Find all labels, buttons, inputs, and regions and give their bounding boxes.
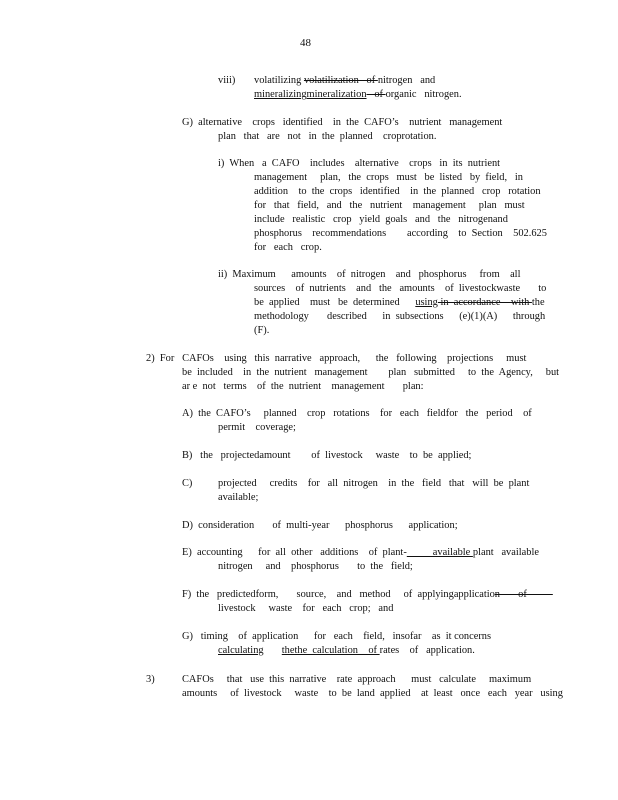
item-2C-line-1: projected credits for all nitrogen in the field that will be plant bbox=[218, 478, 530, 489]
item-G-line-1: G) alternative crops identified in the CAFO’s nutrient management bbox=[182, 117, 503, 128]
inserted-text: available bbox=[406, 547, 473, 558]
item-2G-line-1: G) timing of application for each field, insofar as it concerns bbox=[182, 631, 492, 642]
item-Gi-line-5: include realistic crop yield goals and the nitrogenand bbox=[254, 214, 508, 225]
item-2-line-2: be included in the nutrient management plan submitted to the Agency, but bbox=[182, 367, 560, 378]
text: F) the predictedform, source, and method of applyingapplicatio bbox=[182, 589, 495, 600]
item-2C-line-2: available; bbox=[218, 492, 259, 503]
item-G-line-2: plan that are not in the planned croprotation. bbox=[218, 131, 437, 142]
item-Gi-line-3: addition to the crops identified in the planned crop rotation bbox=[254, 186, 541, 197]
item-Gii-line-1: ii) Maximum amounts of nitrogen and phosphorus from all bbox=[218, 269, 521, 280]
struck-text: in accordance with bbox=[437, 297, 532, 308]
page-number: 48 bbox=[300, 37, 311, 49]
inserted-text: calculating bbox=[218, 645, 264, 656]
item-Gii-line-2: sources of nutrients and the amounts of livestockwaste to bbox=[254, 283, 547, 294]
item-2-line-1: 2) For CAFOs using this narrative approach, the following projections must bbox=[146, 353, 527, 364]
item-Gii-line-5: (F). bbox=[254, 325, 270, 336]
inserted-text: using bbox=[415, 297, 438, 308]
item-2A-line-1: A) the CAFO’s planned crop rotations for each fieldfor the period of bbox=[182, 408, 532, 419]
text: nitrogen and bbox=[377, 75, 436, 86]
text: be applied must be determined bbox=[254, 297, 416, 308]
struck-text: n of bbox=[494, 589, 553, 600]
item-3-line-2: amounts of livestock waste to be land applied at least once each year using bbox=[182, 688, 563, 699]
text: rates of application. bbox=[379, 645, 475, 656]
item-2F-line-1 bbox=[182, 588, 553, 601]
item-Gii-line-4: methodology described in subsections (e)(1)(A) through bbox=[254, 311, 546, 322]
text: E) accounting for all other additions of plant- bbox=[182, 547, 407, 558]
item-2-line-3: ar e not terms of the nutrient management plan: bbox=[182, 381, 424, 392]
item-Gi-line-6: phosphorus recommendations according to Section 502.625 bbox=[254, 228, 547, 239]
item-2C-marker: C) bbox=[182, 478, 193, 489]
inserted-text: mineralizing bbox=[254, 89, 307, 100]
item-Gi-line-7: for each crop. bbox=[254, 242, 322, 253]
struck-inserted-text: the calculation of bbox=[294, 645, 380, 656]
item-viii-line-2 bbox=[254, 88, 462, 101]
item-Gii-line-3 bbox=[254, 296, 545, 309]
text: the bbox=[531, 297, 545, 308]
text: volatilizing bbox=[254, 75, 304, 86]
item-viii-marker: viii) bbox=[218, 75, 236, 86]
item-2E-line-2: nitrogen and phosphorus to the field; bbox=[218, 561, 413, 572]
text: organic nitrogen. bbox=[385, 89, 462, 100]
inserted-text: the bbox=[281, 645, 295, 656]
item-3-marker: 3) bbox=[146, 674, 155, 685]
text bbox=[264, 645, 282, 656]
struck-inserted-text: mineralization bbox=[306, 89, 367, 100]
item-viii-line-1 bbox=[254, 74, 435, 87]
text: plant available bbox=[472, 547, 539, 558]
item-Gi-line-2: management plan, the crops must be listed by field, in bbox=[254, 172, 523, 183]
item-2D-line: D) consideration of multi-year phosphorus application; bbox=[182, 520, 458, 531]
item-Gi-line-1: i) When a CAFO includes alternative crops in its nutrient bbox=[218, 158, 501, 169]
item-Gi-line-4: for that field, and the nutrient management plan must bbox=[254, 200, 525, 211]
struck-text: volatilization of bbox=[303, 75, 378, 86]
item-2G-line-2 bbox=[218, 644, 475, 657]
item-2F-line-2: livestock waste for each crop; and bbox=[218, 603, 394, 614]
struck-text: of bbox=[366, 89, 386, 100]
item-2A-line-2: permit coverage; bbox=[218, 422, 296, 433]
item-3-line-1: CAFOs that use this narrative rate approach must calculate maximum bbox=[182, 674, 532, 685]
item-2B-line: B) the projectedamount of livestock waste to be applied; bbox=[182, 450, 472, 461]
item-2E-line-1 bbox=[182, 546, 539, 559]
